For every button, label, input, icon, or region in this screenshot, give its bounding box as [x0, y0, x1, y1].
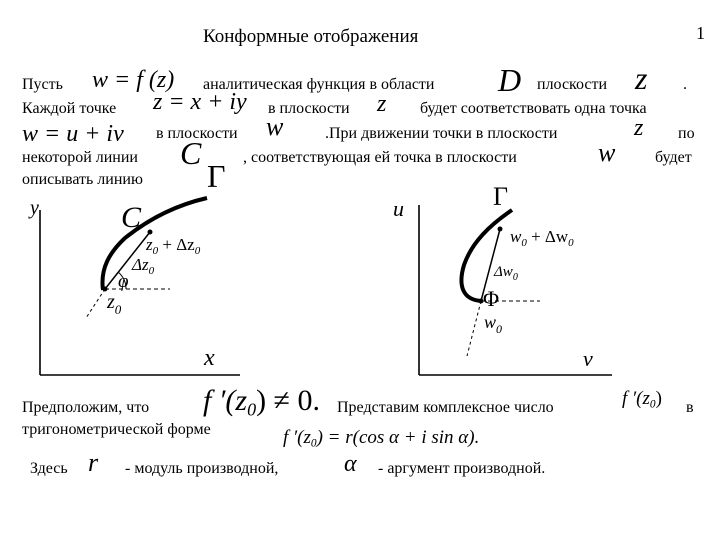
- formula-trig: f $'(z_0) = r(\cos$ α + i sin α).: [283, 427, 480, 450]
- text-analytic-function: аналитическая функция в области: [203, 76, 435, 93]
- symbol-z-plane-3: z: [634, 115, 644, 141]
- right-angle-label: Φ: [483, 286, 500, 311]
- symbol-curve-C: C: [180, 135, 202, 171]
- text-here: Здесь: [30, 460, 68, 477]
- left-curve-label: C: [121, 201, 142, 234]
- text-plane: плоскости: [537, 76, 608, 93]
- text-each-point: Каждой точке: [22, 100, 117, 117]
- text-will-correspond: будет соответствовать одна точка: [420, 100, 647, 117]
- symbol-w-plane-2: w: [598, 138, 616, 167]
- text-in-plane: в плоскости: [268, 100, 350, 117]
- text-in: в: [686, 399, 694, 416]
- formula-fprime: f $'(z_0)$: [622, 388, 662, 411]
- text-modulus: - модуль производной,: [125, 460, 279, 477]
- text-corresponding-point: , соответствующая ей точка в плоскости: [243, 149, 517, 166]
- symbol-alpha: α: [344, 451, 357, 477]
- right-curve-label: Γ: [493, 182, 509, 211]
- text-when-moving: .При движении точки в плоскости: [325, 125, 558, 142]
- symbol-domain-D: D: [498, 62, 522, 98]
- left-delta-label: $\Delta z_0$: [132, 255, 155, 277]
- right-point-label: $w_0$: [484, 312, 503, 336]
- left-angle-label: φ: [118, 271, 129, 292]
- left-shifted-point-label: $z_0 + \Delta z_0$: [146, 235, 201, 257]
- text-represent: Представим комплексное число: [337, 399, 554, 416]
- symbol-w-plane: w: [266, 112, 284, 141]
- right-x-axis-label: v: [583, 346, 593, 371]
- formula-condition: f $'(z_0) \ne 0$.: [203, 384, 321, 420]
- text-describe-line: описывать линию: [22, 171, 143, 188]
- text-argument: - аргумент производной.: [378, 460, 546, 477]
- symbol-curve-Gamma: Γ: [207, 158, 226, 194]
- text-along: по: [678, 125, 695, 142]
- text-suppose: Предположим, что: [22, 399, 150, 416]
- symbol-z-plane-2: z: [377, 91, 387, 117]
- text-period: .: [683, 76, 687, 93]
- text-will: будет: [655, 149, 692, 166]
- symbol-z-plane: z: [635, 60, 648, 96]
- text-trig-form: тригонометрической форме: [22, 421, 211, 438]
- secant-right-extension: [467, 301, 481, 356]
- left-y-axis-label: y: [30, 197, 39, 219]
- left-point-label: $z_0$: [107, 291, 122, 317]
- left-x-axis-label: x: [204, 345, 215, 371]
- right-delta-label: $\Delta w_0$: [494, 264, 518, 283]
- formula-w-equals-u-iv: w = u + iv: [22, 121, 124, 147]
- slide-title: Конформные отображения: [203, 26, 419, 47]
- text-let: Пусть: [22, 76, 63, 93]
- page-number: 1: [696, 23, 705, 43]
- symbol-r: r: [88, 448, 99, 477]
- right-shifted-point-label: $w_0 + \Delta w_0$: [510, 227, 574, 249]
- right-y-axis-label: u: [393, 196, 404, 221]
- text-in-plane-2: в плоскости: [156, 125, 238, 142]
- formula-z-equals-x-iy: z = x + iy: [153, 89, 247, 115]
- formula-w-equals-fz: w = f (z): [92, 67, 175, 93]
- text-some-line: некоторой линии: [22, 149, 138, 166]
- point-w0-plus-dw: [498, 227, 503, 232]
